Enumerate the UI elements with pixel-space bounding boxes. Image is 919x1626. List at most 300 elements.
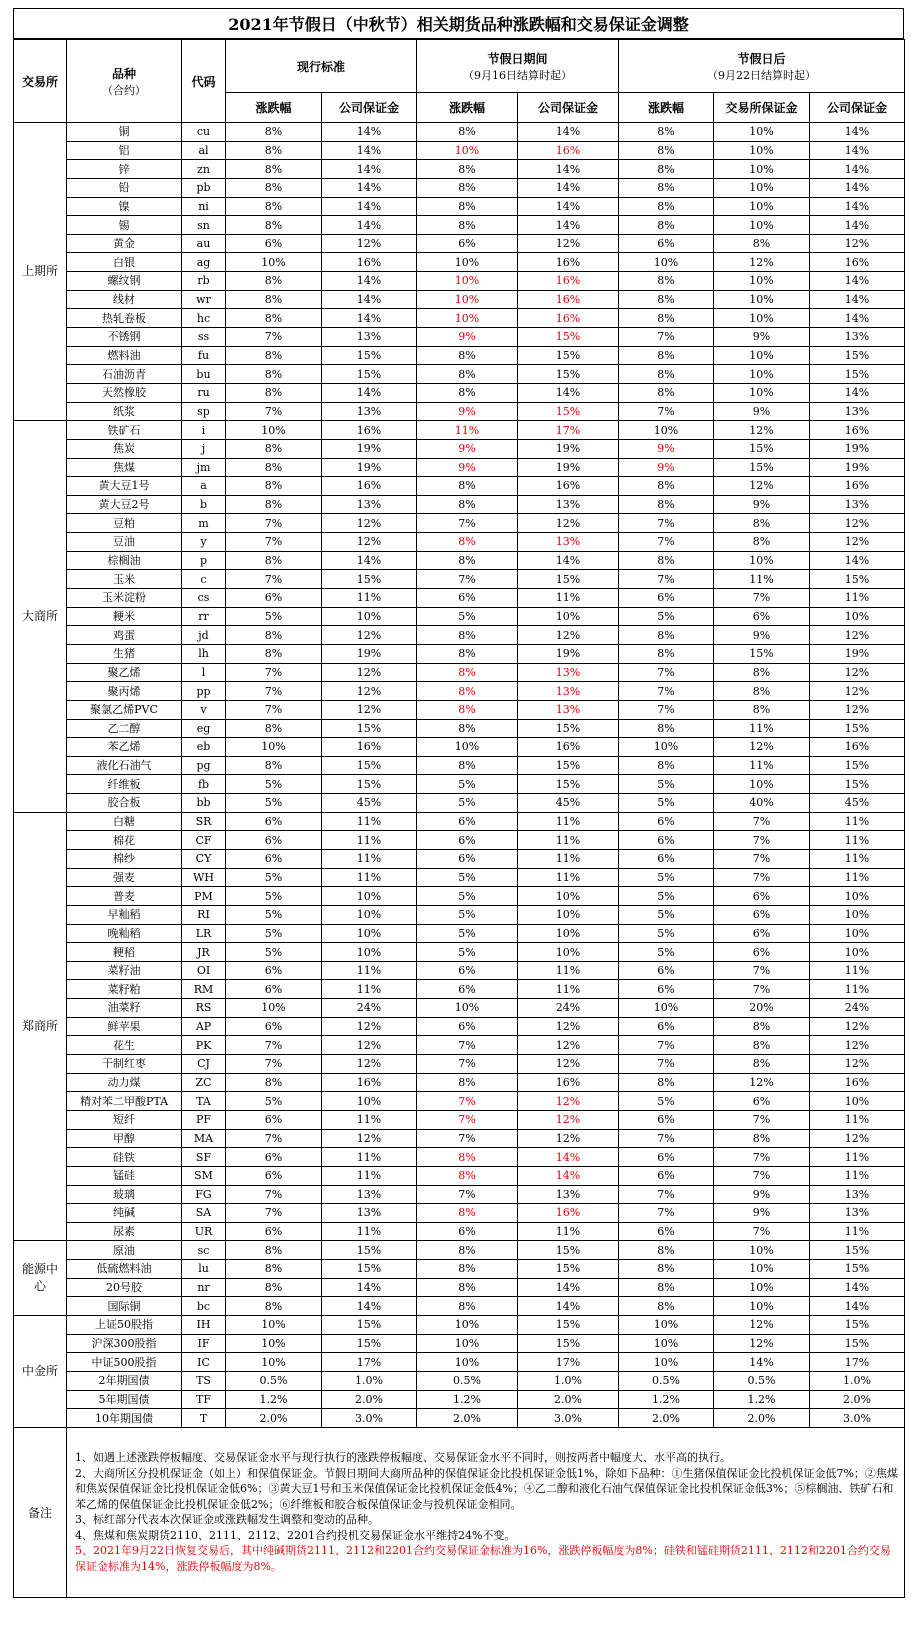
code-cell: bc (182, 1297, 226, 1316)
after-exchange-margin-cell: 10% (714, 178, 810, 197)
code-cell: ag (182, 253, 226, 272)
after-exchange-margin-cell: 6% (714, 1092, 810, 1111)
variety-cell: 锡 (67, 216, 182, 235)
current-limit-cell: 8% (226, 1073, 322, 1092)
table-row (14, 644, 905, 663)
table-row (14, 253, 905, 272)
after-exchange-margin-cell: 10% (714, 272, 810, 291)
after-limit-cell: 6% (619, 812, 714, 831)
holiday-company-margin-cell: 45% (518, 794, 619, 813)
current-company-margin-cell: 24% (322, 999, 417, 1018)
holiday-limit-cell: 8% (417, 626, 518, 645)
holiday-limit-cell: 10% (417, 1353, 518, 1372)
after-company-margin-cell: 14% (810, 1278, 905, 1297)
current-limit-cell: 6% (226, 849, 322, 868)
after-limit-cell: 8% (619, 644, 714, 663)
holiday-company-margin-cell: 15% (518, 1241, 619, 1260)
variety-cell: 棉纱 (67, 849, 182, 868)
variety-cell: 铝 (67, 141, 182, 160)
after-company-margin-cell: 14% (810, 551, 905, 570)
current-company-margin-cell: 12% (322, 700, 417, 719)
header-exchange: 交易所 (14, 40, 67, 123)
variety-cell: 铁矿石 (67, 421, 182, 440)
header-after-label: 节假日后 (737, 51, 786, 66)
code-cell: RS (182, 999, 226, 1018)
holiday-limit-cell: 5% (417, 868, 518, 887)
variety-cell: 中证500股指 (67, 1353, 182, 1372)
table-row (14, 794, 905, 813)
variety-cell: 焦炭 (67, 439, 182, 458)
after-company-margin-cell: 10% (810, 887, 905, 906)
current-company-margin-cell: 14% (322, 383, 417, 402)
code-cell: jd (182, 626, 226, 645)
after-company-margin-cell: 11% (810, 980, 905, 999)
current-company-margin-cell: 14% (322, 197, 417, 216)
current-limit-cell: 7% (226, 570, 322, 589)
after-limit-cell: 1.2% (619, 1390, 714, 1409)
table-row (14, 905, 905, 924)
current-company-margin-cell: 11% (322, 849, 417, 868)
variety-cell: 玉米 (67, 570, 182, 589)
holiday-company-margin-cell: 12% (518, 1092, 619, 1111)
after-exchange-margin-cell: 9% (714, 1204, 810, 1223)
current-limit-cell: 6% (226, 812, 322, 831)
holiday-limit-cell: 8% (417, 1148, 518, 1167)
note-line-4: 4、焦煤和焦炭期货2110、2111、2112、2201合约投机交易保证金水平维持24%不变。 (75, 1528, 516, 1542)
holiday-company-margin-cell: 15% (518, 756, 619, 775)
exchange-cell: 郑商所 (14, 812, 67, 1241)
variety-cell: 焦煤 (67, 458, 182, 477)
after-company-margin-cell: 11% (810, 961, 905, 980)
after-company-margin-cell: 13% (810, 1185, 905, 1204)
current-limit-cell: 8% (226, 756, 322, 775)
after-company-margin-cell: 14% (810, 178, 905, 197)
after-company-margin-cell: 13% (810, 402, 905, 421)
header-variety-label: 品种 (111, 66, 136, 81)
code-cell: PM (182, 887, 226, 906)
after-limit-cell: 7% (619, 1204, 714, 1223)
header-variety-sub: （合约） (102, 83, 146, 97)
after-exchange-margin-cell: 11% (714, 756, 810, 775)
current-company-margin-cell: 1.0% (322, 1371, 417, 1390)
after-company-margin-cell: 19% (810, 439, 905, 458)
holiday-company-margin-cell: 10% (518, 924, 619, 943)
after-exchange-margin-cell: 7% (714, 868, 810, 887)
after-limit-cell: 7% (619, 533, 714, 552)
code-cell: hc (182, 309, 226, 328)
after-limit-cell: 9% (619, 458, 714, 477)
current-company-margin-cell: 12% (322, 663, 417, 682)
current-company-margin-cell: 16% (322, 421, 417, 440)
holiday-limit-cell: 8% (417, 123, 518, 142)
after-limit-cell: 6% (619, 849, 714, 868)
after-limit-cell: 5% (619, 905, 714, 924)
current-company-margin-cell: 12% (322, 1036, 417, 1055)
current-limit-cell: 7% (226, 402, 322, 421)
table-row (14, 458, 905, 477)
holiday-limit-cell: 8% (417, 644, 518, 663)
after-company-margin-cell: 1.0% (810, 1371, 905, 1390)
variety-cell: 黄金 (67, 234, 182, 253)
variety-cell: 玻璃 (67, 1185, 182, 1204)
code-cell: CY (182, 849, 226, 868)
after-exchange-margin-cell: 10% (714, 141, 810, 160)
after-company-margin-cell: 13% (810, 495, 905, 514)
notes-label: 备注 (14, 1427, 67, 1597)
code-cell: ss (182, 328, 226, 347)
holiday-limit-cell: 10% (417, 1316, 518, 1335)
current-limit-cell: 7% (226, 682, 322, 701)
variety-cell: 棉花 (67, 831, 182, 850)
after-company-margin-cell: 15% (810, 346, 905, 365)
after-exchange-margin-cell: 1.2% (714, 1390, 810, 1409)
after-limit-cell: 9% (619, 439, 714, 458)
current-limit-cell: 5% (226, 905, 322, 924)
variety-cell: 苯乙烯 (67, 738, 182, 757)
table-row (14, 328, 905, 347)
table-row (14, 1390, 905, 1409)
code-cell: IF (182, 1334, 226, 1353)
holiday-company-margin-cell: 13% (518, 663, 619, 682)
holiday-limit-cell: 8% (417, 197, 518, 216)
after-company-margin-cell: 11% (810, 831, 905, 850)
code-cell: fb (182, 775, 226, 794)
table-row (14, 1297, 905, 1316)
code-cell: PK (182, 1036, 226, 1055)
code-cell: au (182, 234, 226, 253)
header-after-company-margin: 公司保证金 (810, 93, 905, 123)
current-company-margin-cell: 12% (322, 234, 417, 253)
code-cell: b (182, 495, 226, 514)
variety-cell: 液化石油气 (67, 756, 182, 775)
after-company-margin-cell: 15% (810, 570, 905, 589)
current-company-margin-cell: 12% (322, 682, 417, 701)
after-limit-cell: 5% (619, 607, 714, 626)
variety-cell: 粳稻 (67, 943, 182, 962)
exchange-cell: 能源中心 (14, 1241, 67, 1316)
after-exchange-margin-cell: 8% (714, 533, 810, 552)
table-row (14, 160, 905, 179)
after-exchange-margin-cell: 7% (714, 589, 810, 608)
holiday-limit-cell: 8% (417, 1260, 518, 1279)
table-row (14, 1334, 905, 1353)
after-company-margin-cell: 12% (810, 1129, 905, 1148)
current-limit-cell: 10% (226, 253, 322, 272)
current-company-margin-cell: 19% (322, 458, 417, 477)
table-row (14, 626, 905, 645)
current-company-margin-cell: 13% (322, 1204, 417, 1223)
current-limit-cell: 8% (226, 309, 322, 328)
note-line-3: 3、标红部分代表本次保证金或涨跌幅发生调整和变动的品种。 (75, 1513, 379, 1527)
current-limit-cell: 8% (226, 1297, 322, 1316)
after-exchange-margin-cell: 15% (714, 644, 810, 663)
after-company-margin-cell: 11% (810, 1110, 905, 1129)
current-limit-cell: 6% (226, 961, 322, 980)
current-company-margin-cell: 14% (322, 1297, 417, 1316)
holiday-limit-cell: 7% (417, 1129, 518, 1148)
after-company-margin-cell: 15% (810, 1334, 905, 1353)
table-row (14, 607, 905, 626)
table-row (14, 812, 905, 831)
holiday-limit-cell: 8% (417, 1166, 518, 1185)
table-row (14, 831, 905, 850)
variety-cell: 聚丙烯 (67, 682, 182, 701)
table-row (14, 290, 905, 309)
current-limit-cell: 8% (226, 626, 322, 645)
current-limit-cell: 7% (226, 663, 322, 682)
variety-cell: 低硫燃料油 (67, 1260, 182, 1279)
current-company-margin-cell: 10% (322, 905, 417, 924)
current-company-margin-cell: 14% (322, 309, 417, 328)
holiday-limit-cell: 7% (417, 570, 518, 589)
current-company-margin-cell: 16% (322, 738, 417, 757)
exchange-cell: 大商所 (14, 421, 67, 812)
holiday-company-margin-cell: 14% (518, 123, 619, 142)
holiday-company-margin-cell: 11% (518, 1222, 619, 1241)
variety-cell: 干制红枣 (67, 1055, 182, 1074)
after-limit-cell: 8% (619, 1260, 714, 1279)
current-company-margin-cell: 13% (322, 328, 417, 347)
current-company-margin-cell: 12% (322, 1129, 417, 1148)
table-row (14, 365, 905, 384)
code-cell: y (182, 533, 226, 552)
after-exchange-margin-cell: 6% (714, 943, 810, 962)
holiday-company-margin-cell: 15% (518, 402, 619, 421)
code-cell: AP (182, 1017, 226, 1036)
current-company-margin-cell: 11% (322, 589, 417, 608)
table-row (14, 1017, 905, 1036)
after-limit-cell: 8% (619, 197, 714, 216)
after-exchange-margin-cell: 7% (714, 1166, 810, 1185)
after-company-margin-cell: 15% (810, 775, 905, 794)
after-exchange-margin-cell: 7% (714, 1110, 810, 1129)
after-exchange-margin-cell: 7% (714, 831, 810, 850)
holiday-limit-cell: 10% (417, 141, 518, 160)
holiday-company-margin-cell: 16% (518, 290, 619, 309)
table-row (14, 1166, 905, 1185)
after-exchange-margin-cell: 11% (714, 719, 810, 738)
current-limit-cell: 5% (226, 943, 322, 962)
after-limit-cell: 7% (619, 700, 714, 719)
current-limit-cell: 8% (226, 141, 322, 160)
holiday-limit-cell: 5% (417, 943, 518, 962)
holiday-company-margin-cell: 14% (518, 1278, 619, 1297)
variety-cell: 不锈钢 (67, 328, 182, 347)
holiday-company-margin-cell: 11% (518, 589, 619, 608)
after-company-margin-cell: 3.0% (810, 1409, 905, 1428)
code-cell: pp (182, 682, 226, 701)
holiday-limit-cell: 9% (417, 402, 518, 421)
holiday-limit-cell: 7% (417, 1110, 518, 1129)
holiday-limit-cell: 7% (417, 1185, 518, 1204)
variety-cell: 普麦 (67, 887, 182, 906)
current-company-margin-cell: 14% (322, 178, 417, 197)
current-limit-cell: 8% (226, 458, 322, 477)
margin-adjustment-document (13, 8, 904, 1598)
variety-cell: 燃料油 (67, 346, 182, 365)
holiday-limit-cell: 9% (417, 439, 518, 458)
variety-cell: 黄大豆2号 (67, 495, 182, 514)
current-company-margin-cell: 13% (322, 1185, 417, 1204)
holiday-company-margin-cell: 3.0% (518, 1409, 619, 1428)
variety-cell: 10年期国债 (67, 1409, 182, 1428)
holiday-limit-cell: 7% (417, 1055, 518, 1074)
after-limit-cell: 8% (619, 551, 714, 570)
after-limit-cell: 8% (619, 141, 714, 160)
holiday-company-margin-cell: 16% (518, 1073, 619, 1092)
after-company-margin-cell: 12% (810, 1017, 905, 1036)
current-company-margin-cell: 11% (322, 961, 417, 980)
after-limit-cell: 8% (619, 756, 714, 775)
after-limit-cell: 7% (619, 663, 714, 682)
current-limit-cell: 6% (226, 980, 322, 999)
current-limit-cell: 10% (226, 999, 322, 1018)
after-limit-cell: 8% (619, 477, 714, 496)
current-limit-cell: 7% (226, 533, 322, 552)
table-row (14, 346, 905, 365)
current-company-margin-cell: 14% (322, 1278, 417, 1297)
code-cell: WH (182, 868, 226, 887)
table-row (14, 1055, 905, 1074)
table-row (14, 1036, 905, 1055)
after-company-margin-cell: 12% (810, 700, 905, 719)
after-limit-cell: 10% (619, 253, 714, 272)
current-company-margin-cell: 11% (322, 868, 417, 887)
current-limit-cell: 8% (226, 160, 322, 179)
code-cell: TS (182, 1371, 226, 1390)
variety-cell: 强麦 (67, 868, 182, 887)
holiday-limit-cell: 8% (417, 1073, 518, 1092)
holiday-limit-cell: 5% (417, 905, 518, 924)
current-limit-cell: 5% (226, 794, 322, 813)
table-row (14, 123, 905, 142)
after-company-margin-cell: 19% (810, 458, 905, 477)
header-holiday-label: 节假日期间 (487, 51, 548, 66)
holiday-company-margin-cell: 13% (518, 533, 619, 552)
current-limit-cell: 8% (226, 197, 322, 216)
variety-cell: 沪深300股指 (67, 1334, 182, 1353)
current-company-margin-cell: 15% (322, 1334, 417, 1353)
current-company-margin-cell: 10% (322, 607, 417, 626)
code-cell: fu (182, 346, 226, 365)
after-limit-cell: 7% (619, 514, 714, 533)
after-company-margin-cell: 16% (810, 253, 905, 272)
code-cell: wr (182, 290, 226, 309)
current-limit-cell: 8% (226, 1241, 322, 1260)
after-exchange-margin-cell: 12% (714, 477, 810, 496)
current-limit-cell: 7% (226, 1036, 322, 1055)
variety-cell: 玉米淀粉 (67, 589, 182, 608)
after-limit-cell: 5% (619, 924, 714, 943)
variety-cell: 豆油 (67, 533, 182, 552)
holiday-company-margin-cell: 14% (518, 178, 619, 197)
current-limit-cell: 8% (226, 272, 322, 291)
after-company-margin-cell: 11% (810, 1222, 905, 1241)
current-company-margin-cell: 11% (322, 1148, 417, 1167)
code-cell: SF (182, 1148, 226, 1167)
table-row (14, 924, 905, 943)
current-limit-cell: 6% (226, 234, 322, 253)
after-company-margin-cell: 14% (810, 216, 905, 235)
holiday-company-margin-cell: 11% (518, 812, 619, 831)
after-company-margin-cell: 14% (810, 383, 905, 402)
current-company-margin-cell: 16% (322, 253, 417, 272)
current-limit-cell: 5% (226, 887, 322, 906)
holiday-company-margin-cell: 11% (518, 961, 619, 980)
holiday-limit-cell: 5% (417, 924, 518, 943)
holiday-company-margin-cell: 16% (518, 1204, 619, 1223)
code-cell: eb (182, 738, 226, 757)
current-limit-cell: 7% (226, 1055, 322, 1074)
after-company-margin-cell: 14% (810, 1297, 905, 1316)
after-limit-cell: 6% (619, 1222, 714, 1241)
after-company-margin-cell: 12% (810, 626, 905, 645)
code-cell: i (182, 421, 226, 440)
table-row (14, 961, 905, 980)
table-row (14, 309, 905, 328)
holiday-limit-cell: 1.2% (417, 1390, 518, 1409)
after-exchange-margin-cell: 15% (714, 439, 810, 458)
after-exchange-margin-cell: 9% (714, 1185, 810, 1204)
holiday-limit-cell: 6% (417, 234, 518, 253)
table-row (14, 1129, 905, 1148)
after-exchange-margin-cell: 10% (714, 123, 810, 142)
after-company-margin-cell: 24% (810, 999, 905, 1018)
after-company-margin-cell: 11% (810, 589, 905, 608)
code-cell: SR (182, 812, 226, 831)
header-holiday-sub: （9月16日结算时起） (463, 68, 573, 82)
holiday-limit-cell: 7% (417, 514, 518, 533)
header-variety (67, 40, 182, 123)
after-exchange-margin-cell: 10% (714, 346, 810, 365)
after-exchange-margin-cell: 7% (714, 961, 810, 980)
after-company-margin-cell: 10% (810, 943, 905, 962)
current-limit-cell: 10% (226, 1316, 322, 1335)
code-cell: RI (182, 905, 226, 924)
current-company-margin-cell: 19% (322, 644, 417, 663)
after-exchange-margin-cell: 8% (714, 700, 810, 719)
holiday-limit-cell: 8% (417, 216, 518, 235)
holiday-company-margin-cell: 12% (518, 514, 619, 533)
after-limit-cell: 10% (619, 738, 714, 757)
after-exchange-margin-cell: 6% (714, 887, 810, 906)
after-limit-cell: 8% (619, 290, 714, 309)
code-cell: rb (182, 272, 226, 291)
holiday-limit-cell: 10% (417, 290, 518, 309)
after-limit-cell: 7% (619, 570, 714, 589)
holiday-limit-cell: 11% (417, 421, 518, 440)
after-limit-cell: 7% (619, 1185, 714, 1204)
after-limit-cell: 8% (619, 626, 714, 645)
current-company-margin-cell: 14% (322, 123, 417, 142)
table-row (14, 849, 905, 868)
current-limit-cell: 6% (226, 1017, 322, 1036)
code-cell: sc (182, 1241, 226, 1260)
holiday-limit-cell: 6% (417, 1017, 518, 1036)
current-company-margin-cell: 14% (322, 272, 417, 291)
code-cell: al (182, 141, 226, 160)
holiday-company-margin-cell: 12% (518, 234, 619, 253)
current-limit-cell: 8% (226, 383, 322, 402)
variety-cell: 锰硅 (67, 1166, 182, 1185)
current-company-margin-cell: 12% (322, 514, 417, 533)
variety-cell: 早籼稻 (67, 905, 182, 924)
after-limit-cell: 10% (619, 1353, 714, 1372)
current-limit-cell: 6% (226, 1148, 322, 1167)
after-exchange-margin-cell: 8% (714, 234, 810, 253)
holiday-limit-cell: 5% (417, 775, 518, 794)
current-limit-cell: 6% (226, 589, 322, 608)
